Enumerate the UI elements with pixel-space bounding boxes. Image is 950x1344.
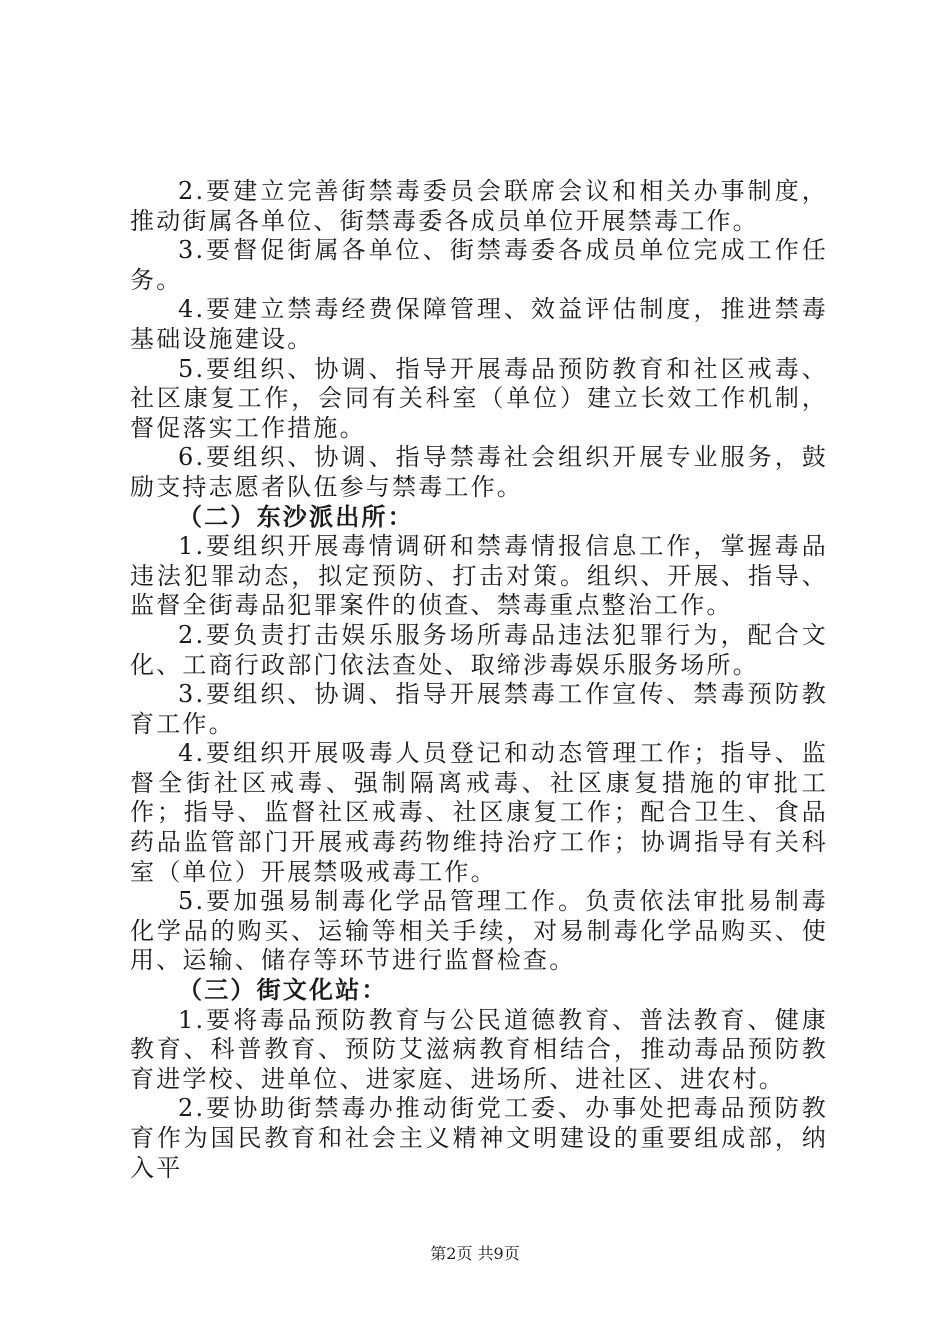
paragraph: 5.要加强易制毒化学品管理工作。负责依法审批易制毒化学品的购买、运输等相关手续，对易制毒化学品购买、使用、运输、储存等环节进行监督检查。: [130, 887, 828, 975]
page-footer: [0, 1244, 950, 1264]
paragraph: 4.要建立禁毒经费保障管理、效益评估制度，推进禁毒基础设施建设。: [130, 295, 828, 353]
paragraph: 4.要组织开展吸毒人员登记和动态管理工作；指导、监督全街社区戒毒、强制隔离戒毒、社区康复措施的审批工作；指导、监督社区戒毒、社区康复工作；配合卫生、食品药品监管部门开展戒毒药物维持治疗工作；协调指导有关科室（单位）开展禁吸戒毒工作。: [130, 739, 828, 886]
paragraph: 6.要组织、协调、指导禁毒社会组织开展专业服务，鼓励支持志愿者队伍参与禁毒工作。: [130, 443, 828, 501]
paragraph: 1.要组织开展毒情调研和禁毒情报信息工作，掌握毒品违法犯罪动态，拟定预防、打击对策。组织、开展、指导、监督全街毒品犯罪案件的侦查、禁毒重点整治工作。: [130, 532, 828, 620]
page-number-label: 第2页 共9页: [430, 1244, 520, 1263]
paragraph: 3.要督促街属各单位、街禁毒委各成员单位完成工作任务。: [130, 236, 828, 294]
paragraph: 5.要组织、协调、指导开展毒品预防教育和社区戒毒、社区康复工作，会同有关科室（单位）建立长效工作机制，督促落实工作措施。: [130, 354, 828, 442]
document-body: [130, 177, 828, 1183]
paragraph: 2.要建立完善街禁毒委员会联席会议和相关办事制度，推动街属各单位、街禁毒委各成员单位开展禁毒工作。: [130, 177, 828, 235]
paragraph: 2.要负责打击娱乐服务场所毒品违法犯罪行为，配合文化、工商行政部门依法查处、取缔涉毒娱乐服务场所。: [130, 620, 828, 679]
section-heading: （二）东沙派出所：: [178, 502, 414, 531]
section-heading: （三）街文化站：: [178, 976, 388, 1005]
paragraph: 2.要协助街禁毒办推动街党工委、办事处把毒品预防教育作为国民教育和社会主义精神文明建设的重要组成部，纳入平: [130, 1094, 828, 1182]
paragraph: 3.要组织、协调、指导开展禁毒工作宣传、禁毒预防教育工作。: [130, 680, 828, 738]
paragraph: 1.要将毒品预防教育与公民道德教育、普法教育、健康教育、科普教育、预防艾滋病教育相结合，推动毒品预防教育进学校、进单位、进家庭、进场所、进社区、进农村。: [130, 1005, 828, 1093]
